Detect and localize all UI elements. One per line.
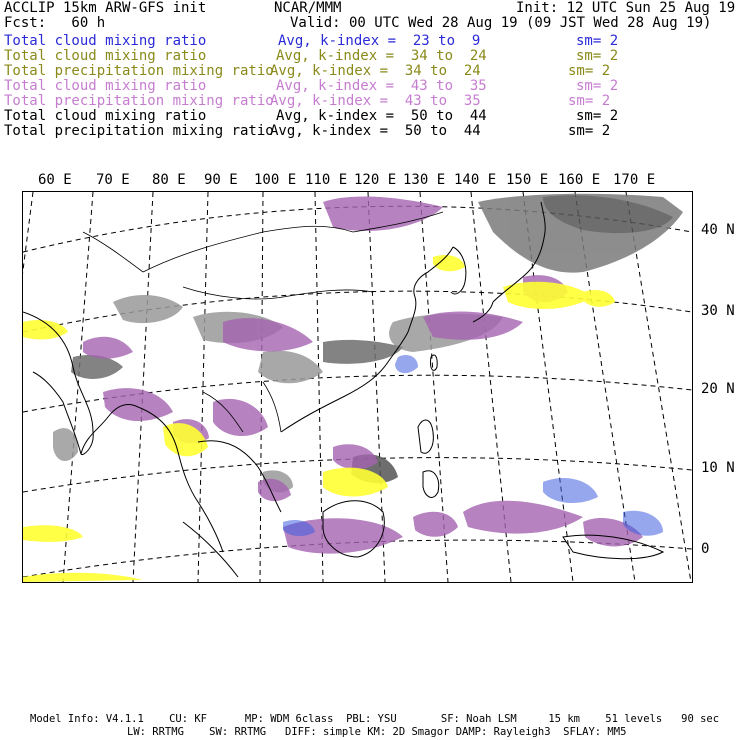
legend-field-4: Total cloud mixing ratio bbox=[4, 78, 207, 94]
valid-time: Valid: 00 UTC Wed 28 Aug 19 (09 JST Wed 28 Aug 19) bbox=[290, 15, 712, 31]
legend-sm-7: sm= 2 bbox=[568, 123, 611, 139]
legend-field-2: Total cloud mixing ratio bbox=[4, 48, 207, 64]
lon-label: 110 E bbox=[305, 172, 348, 188]
legend-sm-1: sm= 2 bbox=[576, 33, 619, 49]
legend-avg-1: Avg, k-index = 23 to 9 bbox=[278, 33, 481, 49]
map-canvas bbox=[23, 192, 692, 582]
legend-sm-6: sm= 2 bbox=[576, 108, 619, 124]
lon-label: 150 E bbox=[506, 172, 549, 188]
model-info-line-2: LW: RRTMG SW: RRTMG DIFF: simple KM: 2D Smagor DAMP: Rayleigh3 SFLAY: MM5 bbox=[127, 726, 627, 738]
lon-label: 100 E bbox=[254, 172, 297, 188]
lon-label: 170 E bbox=[613, 172, 656, 188]
legend-avg-4: Avg, k-index = 43 to 35 bbox=[276, 78, 487, 94]
run-title: ACCLIP 15km ARW-GFS init bbox=[4, 0, 207, 16]
lat-label: 40 N bbox=[701, 222, 735, 238]
forecast-hour: Fcst: 60 h bbox=[4, 15, 106, 31]
lon-label: 130 E bbox=[403, 172, 446, 188]
lat-label: 30 N bbox=[701, 303, 735, 319]
legend-avg-7: Avg, k-index = 50 to 44 bbox=[270, 123, 481, 139]
lon-label: 140 E bbox=[454, 172, 497, 188]
model-info-line-1: Model Info: V4.1.1 CU: KF MP: WDM 6class PBL: YSU SF: Noah LSM 15 km 51 levels 90 sec bbox=[30, 713, 720, 725]
legend-field-1: Total cloud mixing ratio bbox=[4, 33, 207, 49]
lon-label: 80 E bbox=[152, 172, 186, 188]
legend-avg-2: Avg, k-index = 34 to 24 bbox=[276, 48, 487, 64]
lat-label: 0 bbox=[701, 541, 710, 557]
legend-sm-2: sm= 2 bbox=[576, 48, 619, 64]
legend-field-6: Total cloud mixing ratio bbox=[4, 108, 207, 124]
lon-label: 70 E bbox=[96, 172, 130, 188]
center-label: NCAR/MMM bbox=[274, 0, 342, 16]
legend-avg-6: Avg, k-index = 50 to 44 bbox=[276, 108, 487, 124]
legend-field-7: Total precipitation mixing ratio bbox=[4, 123, 274, 139]
legend-avg-3: Avg, k-index = 34 to 24 bbox=[270, 63, 481, 79]
init-time: Init: 12 UTC Sun 25 Aug 19 bbox=[516, 0, 736, 16]
lat-label: 20 N bbox=[701, 381, 735, 397]
legend-avg-5: Avg, k-index = 43 to 35 bbox=[270, 93, 481, 109]
lon-label: 160 E bbox=[558, 172, 601, 188]
legend-field-5: Total precipitation mixing ratio bbox=[4, 93, 274, 109]
map-panel bbox=[22, 191, 693, 583]
lat-label: 10 N bbox=[701, 460, 735, 476]
lon-label: 120 E bbox=[354, 172, 397, 188]
legend-field-3: Total precipitation mixing ratio bbox=[4, 63, 274, 79]
lon-label: 90 E bbox=[204, 172, 238, 188]
legend-sm-4: sm= 2 bbox=[576, 78, 619, 94]
gray-shading bbox=[53, 194, 683, 493]
legend-sm-3: sm= 2 bbox=[568, 63, 611, 79]
legend-sm-5: sm= 2 bbox=[568, 93, 611, 109]
lon-label: 60 E bbox=[38, 172, 72, 188]
